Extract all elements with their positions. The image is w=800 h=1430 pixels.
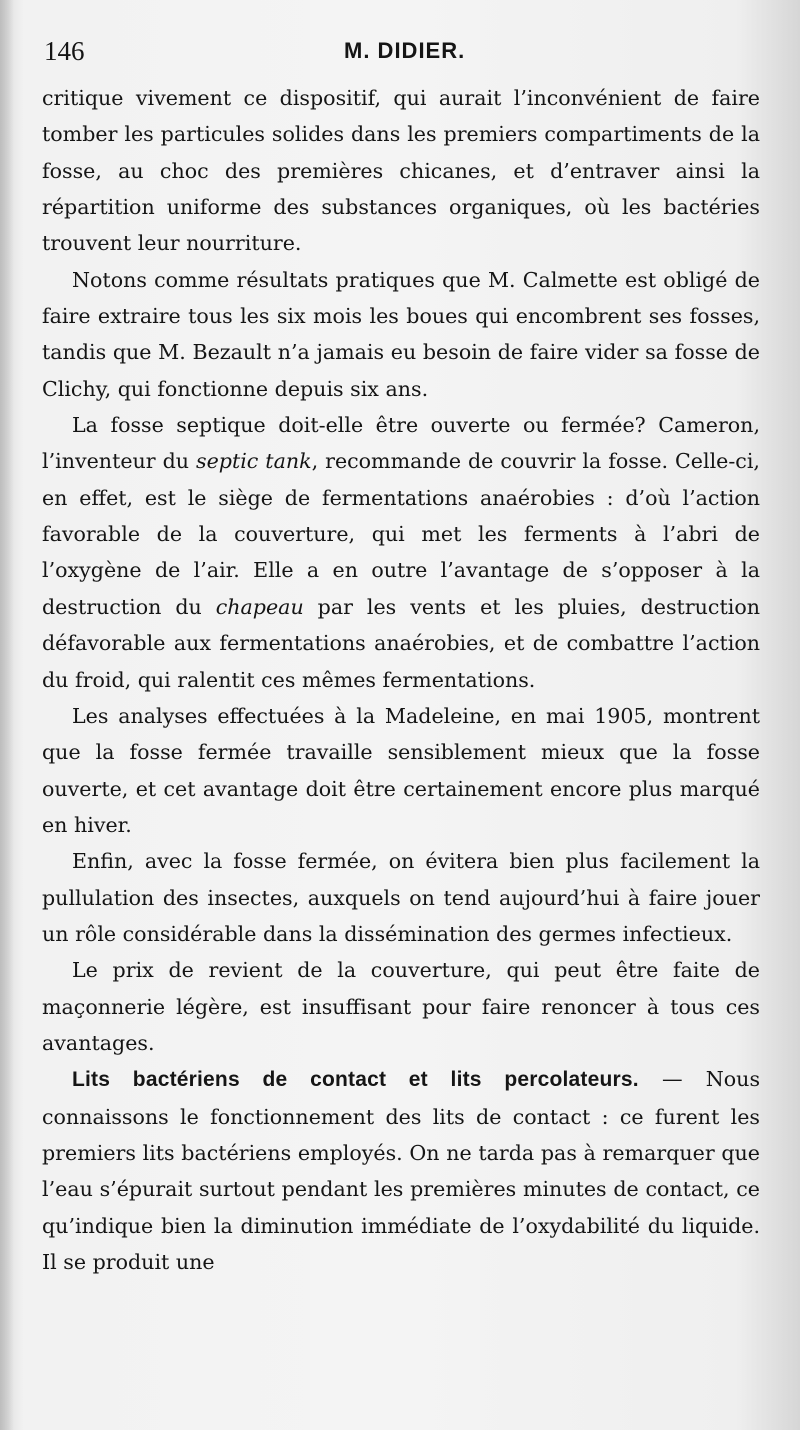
body-text bbox=[42, 80, 760, 1280]
page-header bbox=[44, 36, 760, 70]
paragraph-madeleine-analyses: Les analyses effectuées à la Madeleine, en mai 1905, montrent que la fosse fermée travaille sensiblement mieux que la fosse ouverte, et cet avantage doit être certainement encore plus marqué en hiver. bbox=[42, 703, 760, 837]
paragraph-text: — Nous connaissons le fonctionnement des lits de contact : ce furent les premiers lits bactériens employés. On ne tarda pas à remarquer que l’eau s’épurait surtout pendant les premières minutes de contact, ce qu’indique bien la diminution immédiate de l’oxydabilité du liquide. Il se produit une bbox=[42, 1067, 761, 1274]
italic-term-chapeau: chapeau bbox=[215, 594, 304, 619]
gutter-shadow bbox=[0, 0, 14, 1430]
paragraph-text: , recommande de couvrir la fosse. Celle-ci, en effet, est le siège de fermentations anaérobies : d’où l’action favorable de la couverture, qui met les ferments à l’abri de l’oxygène de l’air. Elle a en outre l’avantage de s’opposer à la destruction du bbox=[42, 449, 760, 619]
section-heading: Lits bactériens de contact et lits percolateurs. bbox=[72, 1068, 639, 1092]
page-number: 146 bbox=[44, 36, 85, 66]
running-head: M. DIDIER. bbox=[344, 38, 466, 63]
paragraph-contact-beds bbox=[42, 1061, 760, 1280]
paragraph-calmette-bezault: Notons comme résultats pratiques que M. Calmette est obligé de faire extraire tous les six mois les boues qui encombrent ses fosses, tandis que M. Bezault n’a jamais eu besoin de faire vider sa fosse de Clichy, qui fonctionne depuis six ans. bbox=[42, 267, 760, 401]
paragraph-cost: Le prix de revient de la couverture, qui peut être faite de maçonnerie légère, est insuffisant pour faire renoncer à tous ces avantages. bbox=[42, 958, 760, 1055]
paragraph-text: par les vents et les pluies, destruction défavorable aux fermentations anaérobies, et de combattre l’action du froid, qui ralentit ces mêmes fermentations. bbox=[42, 594, 760, 692]
paragraph-continued: critique vivement ce dispositif, qui aurait l’inconvénient de faire tomber les particules solides dans les premiers compartiments de la fosse, au choc des premières chicanes, et d’entraver ainsi la répartition uniforme des substances organiques, où les bactéries trouvent leur nourriture. bbox=[42, 86, 760, 256]
paragraph-text: La fosse septique doit-elle être ouverte ou fermée? Cameron, l’inventeur du bbox=[42, 413, 760, 474]
paragraph-covered-tank bbox=[42, 407, 760, 698]
paragraph-insects: Enfin, avec la fosse fermée, on évitera bien plus facilement la pullulation des insectes, auxquels on tend aujourd’hui à faire jouer un rôle considérable dans la dissémination des germes infectieux. bbox=[42, 849, 760, 946]
italic-term-septic-tank: septic tank bbox=[196, 449, 312, 474]
